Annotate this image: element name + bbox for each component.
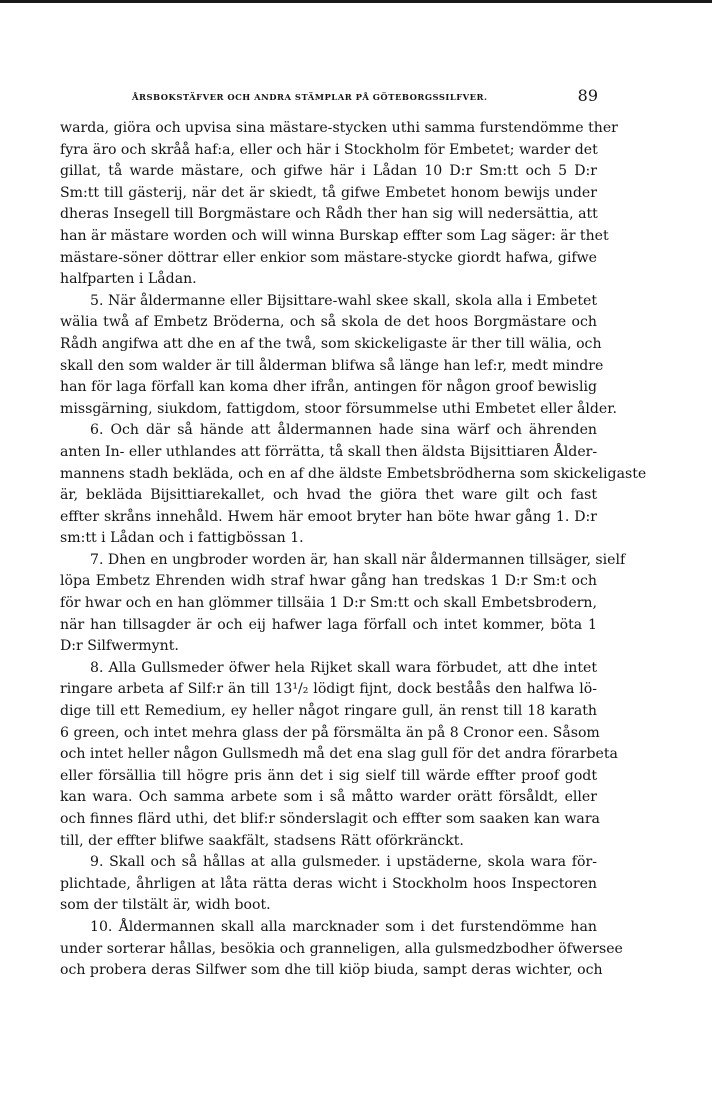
text-line: när han tillsagder är och eij hafwer laga förfall och intet kommer, böta 1 xyxy=(60,616,597,633)
text-line: ringare arbeta af Silf:r än till 13¹/₂ lödigt fijnt, dock beståås den halfwa lö- xyxy=(60,681,597,698)
text-line: som der tilstält är, widh boot. xyxy=(60,897,271,914)
text-line: dheras Insegell till Borgmästare och Rådh ther han sig will nedersättia, att xyxy=(60,206,598,223)
page-number: 89 xyxy=(577,86,598,105)
text-line: är, bekläda Bijsittiarekallet, och hvad the giöra thet ware gilt och fast xyxy=(60,487,597,504)
text-line: och probera deras Silfwer som dhe till kiöp biuda, sampt deras wichter, och xyxy=(60,962,603,979)
text-line: 7. Dhen en ungbroder worden är, han skall när åldermannen tillsäger, sielf xyxy=(90,551,626,568)
text-line: för hwar och en han glömmer tillsäia 1 D:r Sm:tt och skall Embetsbrodern, xyxy=(60,595,597,612)
text-line: effter skråns innehåld. Hwem här emoot bryter han böte hwar gång 1. D:r xyxy=(60,508,597,525)
text-line: halfparten i Lådan. xyxy=(60,271,197,288)
text-line: till, der effter blifwe saakfält, stadsens Rätt oförkränckt. xyxy=(60,832,464,849)
text-line: 6 green, och intet mehra glass der på försmälta än på 8 Cronor een. Såsom xyxy=(60,724,600,741)
text-line: under sorterar hållas, besökia och granneligen, alla gulsmedzbodher öfwersee xyxy=(60,940,623,957)
running-header xyxy=(60,86,600,106)
text-line: anten In- eller uthlandes att förrätta, tå skall then äldsta Bijsittiaren Ålder- xyxy=(60,443,598,460)
body-text xyxy=(60,118,647,982)
text-line: eller försällia till högre pris änn det i sig sielf till wärde effter proof godt xyxy=(60,767,597,784)
text-line: löpa Embetz Ehrenden widh straf hwar gång han tredskas 1 D:r Sm:t och xyxy=(60,573,597,590)
text-line: 10. Åldermannen skall alla marcknader som i det furstendömme han xyxy=(90,918,597,935)
text-line: fyra äro och skråå haf:a, eller och här i Stockholm för Embetet; warder det xyxy=(60,141,598,158)
text-line: och intet heller någon Gullsmedh må det ena slag gull för det andra förarbeta xyxy=(60,746,618,763)
text-line: kan wara. Och samma arbete som i så måtto warder orätt försåldt, eller xyxy=(60,789,597,806)
text-line: 6. Och där så hände att åldermannen hade sina wärf och ährenden xyxy=(90,422,597,439)
text-line: han för laga förfall kan koma dher ifrån, antingen för någon groof bewislig xyxy=(60,379,597,396)
text-line: sm:tt i Lådan och i fattigbössan 1. xyxy=(60,530,304,547)
text-line: mästare-söner döttrar eller enkior som mästare-stycke giordt hafwa, gifwe xyxy=(60,249,597,266)
text-line: gillat, tå warde mästare, och gifwe här i Lådan 10 D:r Sm:tt och 5 D:r xyxy=(60,163,597,180)
text-line: mannens stadh bekläda, och en af dhe äldste Embetsbrödherna som skickeligaste xyxy=(60,465,647,482)
text-line: Sm:tt till gästerij, när det är skiedt, tå gifwe Embetet honom bewijs under xyxy=(60,184,597,201)
text-line: Rådh angifwa att dhe en af the twå, som skickeligaste är ther till wälia, och xyxy=(60,335,602,352)
text-line: dige till ett Remedium, ey heller något ringare gull, än renst till 18 karath xyxy=(60,703,597,720)
running-title: ÅRSBOKSTÄFVER OCH ANDRA STÄMPLAR PÅ GÖTEBORGSSILFVER. xyxy=(132,92,488,102)
text-line: han är mästare worden och will winna Burskap effter som Lag säger: är thet xyxy=(60,227,609,244)
top-border-rule xyxy=(0,0,712,3)
text-line: wälia twå af Embetz Bröderna, och så skola de det hoos Borgmästare och xyxy=(60,314,597,331)
text-line: 8. Alla Gullsmeder öfwer hela Rijket skall wara förbudet, att dhe intet xyxy=(90,659,597,676)
text-line: 9. Skall och så hållas at alla gulsmeder. i upstäderne, skola wara för- xyxy=(90,854,597,871)
text-line: 5. När åldermanne eller Bijsittare-wahl skee skall, skola alla i Embetet xyxy=(90,292,597,309)
text-line: missgärning, siukdom, fattigdom, stoor försummelse uthi Embetet eller ålder. xyxy=(60,400,617,417)
text-line: D:r Silfwermynt. xyxy=(60,638,179,655)
text-line: warda, giöra och upvisa sina mästare-stycken uthi samma furstendömme ther xyxy=(60,120,618,136)
text-line: plichtade, åhrligen at låta rätta deras wicht i Stockholm hoos Inspectoren xyxy=(60,875,597,892)
text-line: skall den som walder är till ålderman blifwa så länge han lef:r, medt mindre xyxy=(60,357,604,374)
text-line: och finnes flärd uthi, det blif:r sönderslagit och effter som saaken kan wara xyxy=(60,811,600,827)
